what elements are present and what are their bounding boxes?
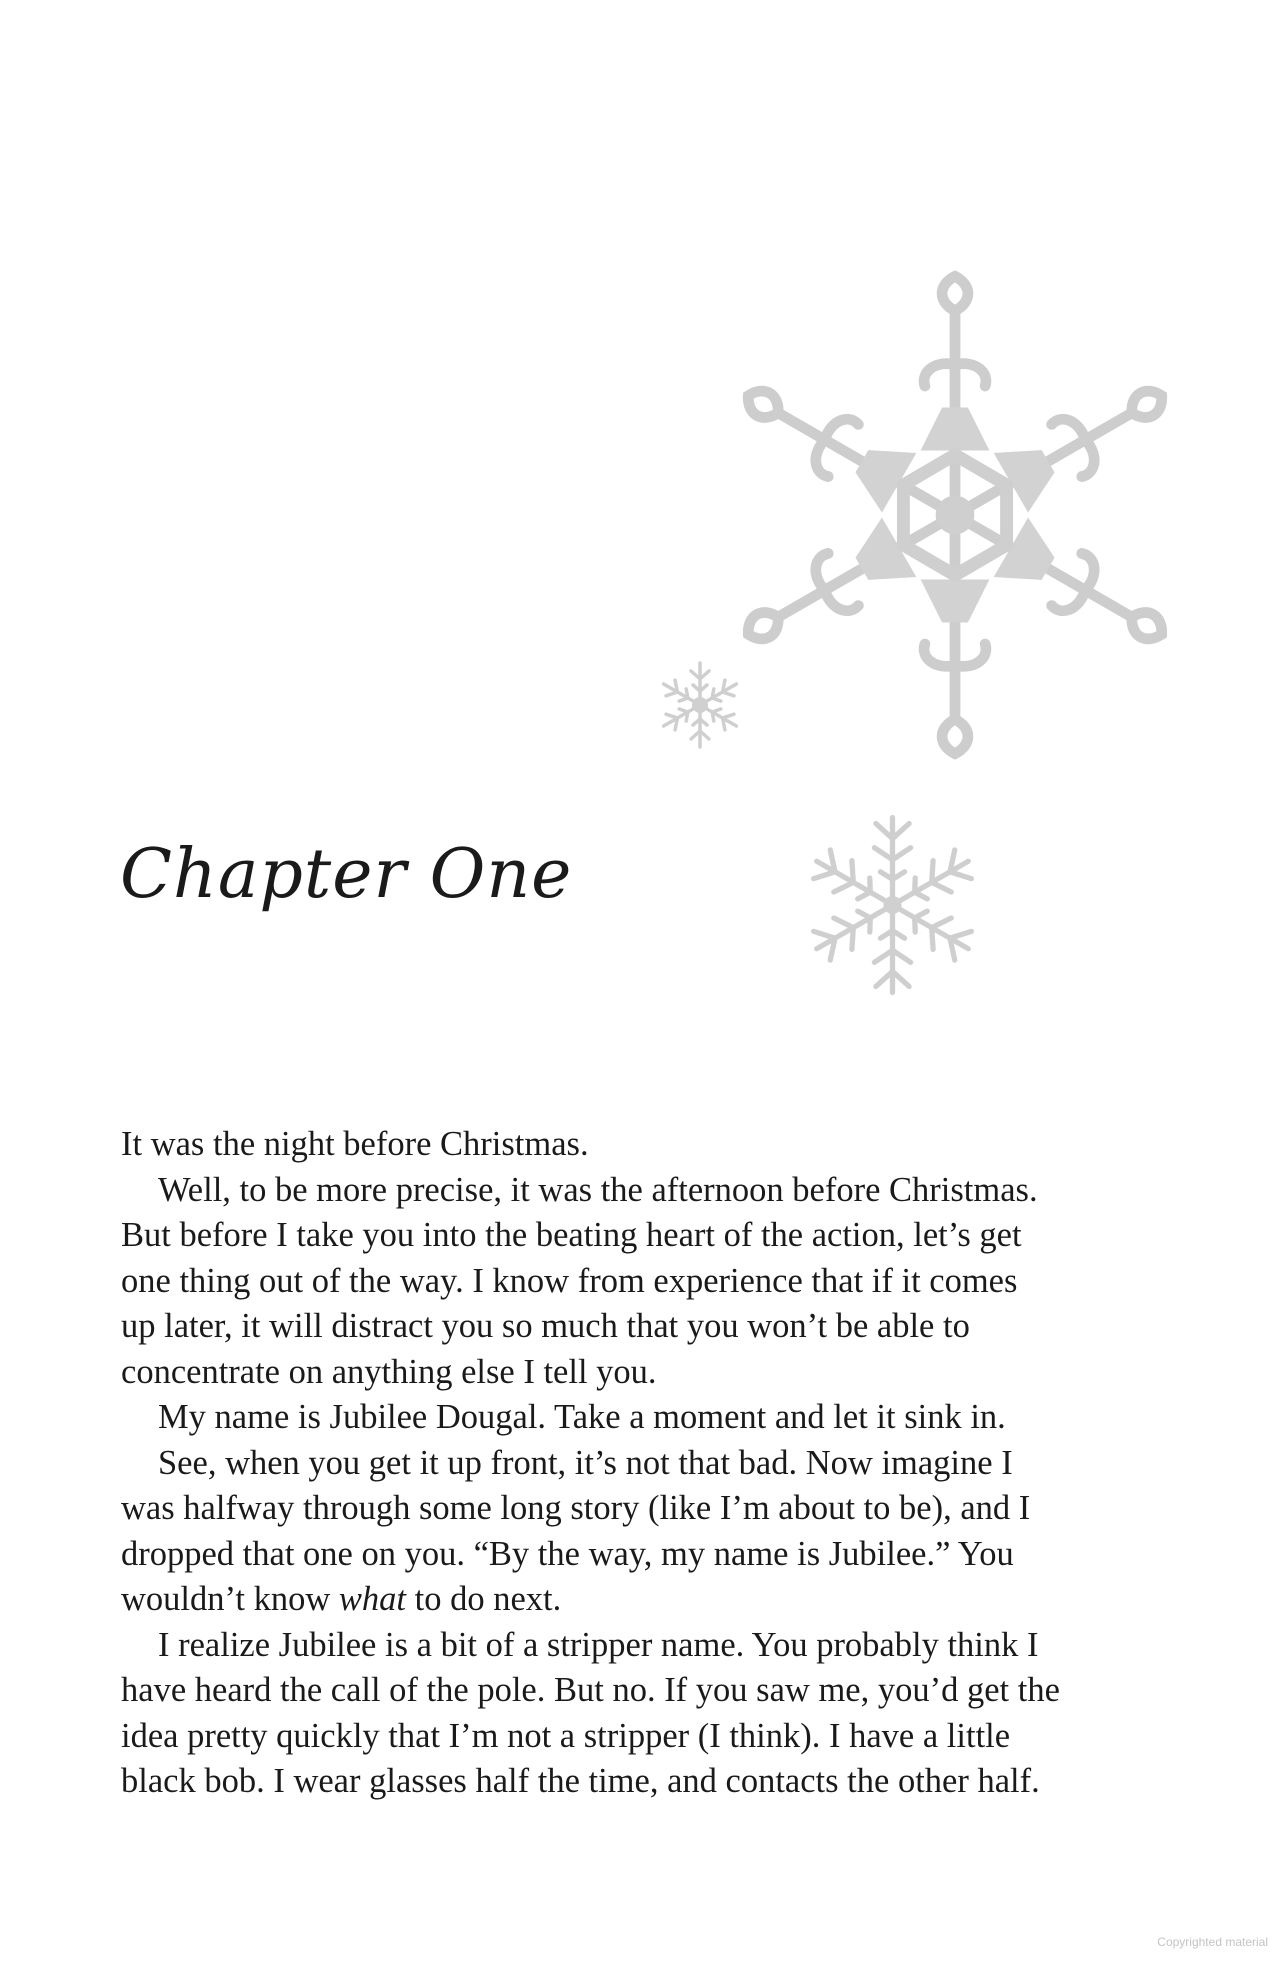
body-line-prefix: wouldn’t know (121, 1580, 339, 1618)
body-line: It was the night before Christmas. (121, 1125, 589, 1163)
chapter-body (121, 1122, 1201, 1805)
body-line: But before I take you into the beating heart of the action, let’s get (121, 1216, 1022, 1254)
snowflake-small-icon (650, 655, 750, 755)
body-line: one thing out of the way. I know from experience that if it comes (121, 1261, 1018, 1300)
body-line (121, 1577, 1201, 1623)
body-line-suffix: to do next. (414, 1580, 562, 1618)
chapter-title: Chapter One (120, 835, 573, 914)
body-line: up later, it will distract you so much that you won’t be able to (121, 1307, 970, 1345)
body-line: dropped that one on you. “By the way, my name is Jubilee.” You (121, 1534, 1014, 1573)
copyright-watermark: Copyrighted material (1157, 1935, 1268, 1949)
snowflake-medium-icon (805, 805, 980, 1005)
body-line: was halfway through some long story (like I’m about to be), and I (121, 1489, 1031, 1527)
body-line: I realize Jubilee is a bit of a stripper name. You probably think I (158, 1625, 1039, 1664)
body-emphasis: what (338, 1580, 406, 1618)
body-line: My name is Jubilee Dougal. Take a moment and let it sink in. (158, 1398, 1006, 1436)
body-line: See, when you get it up front, it’s not that bad. Now imagine I (158, 1443, 1013, 1482)
body-line: Well, to be more precise, it was the afternoon before Christmas. (158, 1170, 1038, 1209)
body-line: black bob. I wear glasses half the time, and contacts the other half. (121, 1762, 1040, 1800)
snowflake-large-icon (740, 265, 1170, 765)
body-line: idea pretty quickly that I’m not a stripper (I think). I have a little (121, 1716, 1011, 1755)
body-line: have heard the call of the pole. But no. If you saw me, you’d get the (121, 1671, 1060, 1709)
body-line: concentrate on anything else I tell you. (121, 1352, 657, 1391)
